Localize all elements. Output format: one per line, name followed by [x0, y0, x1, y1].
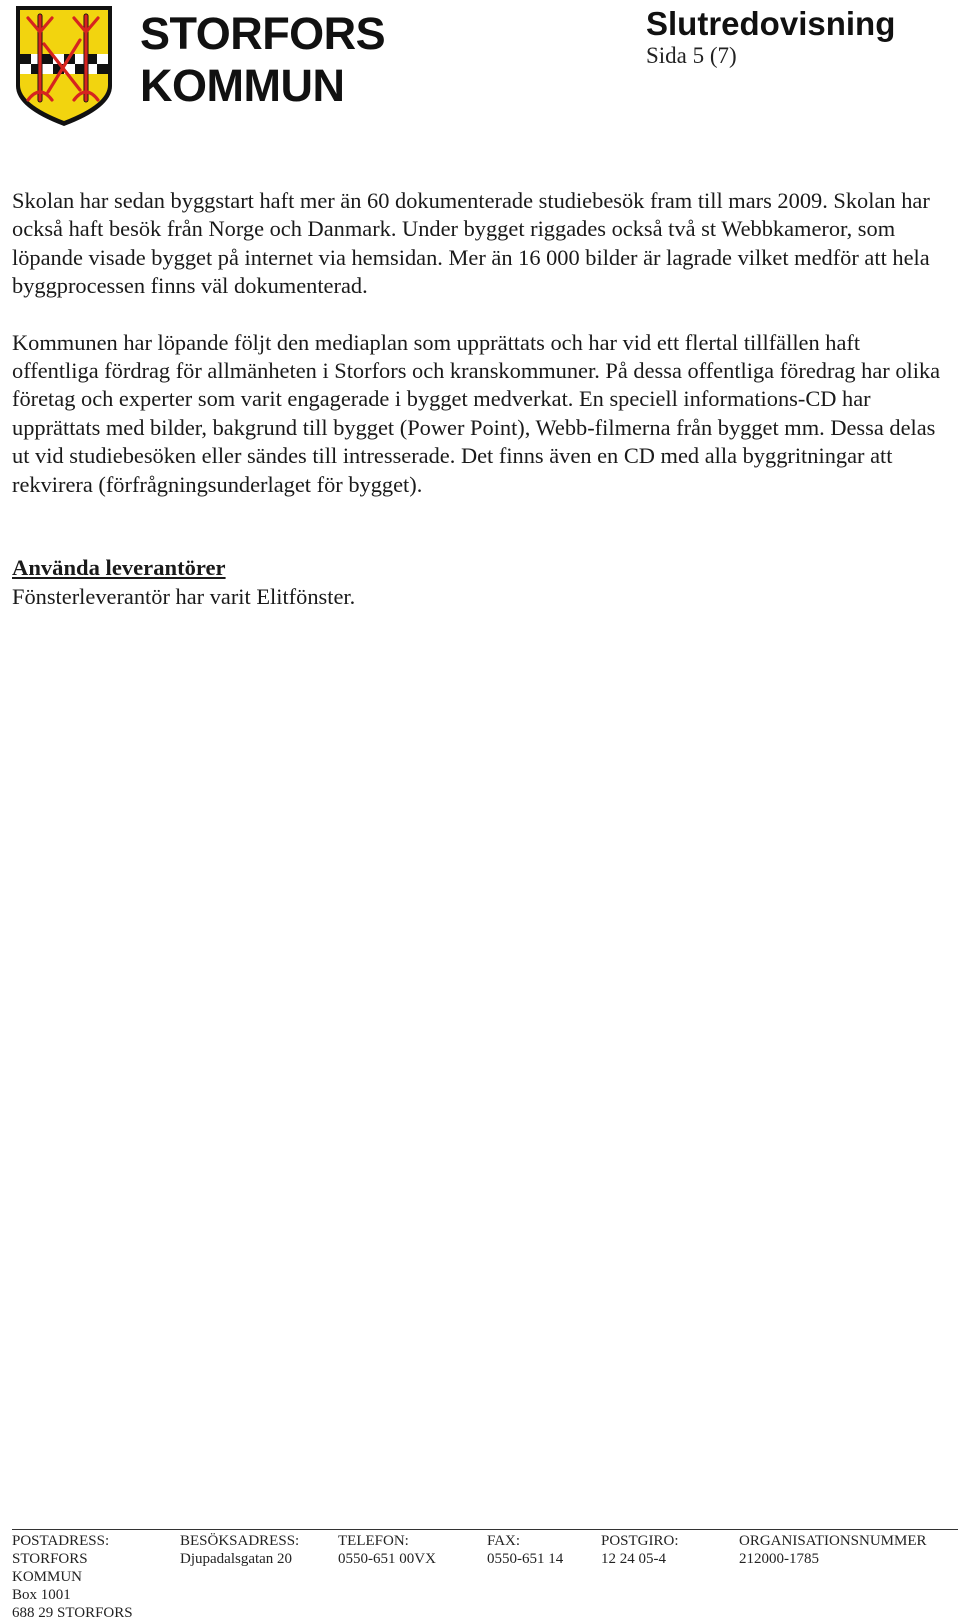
footer-label: POSTADRESS:	[12, 1533, 110, 1549]
section-heading-suppliers: Använda leverantörer	[12, 555, 226, 580]
document-title: Slutredovisning	[646, 5, 896, 42]
page-number: Sida 5 (7)	[646, 43, 737, 68]
organization-name-line-1: STORFORS	[140, 8, 386, 59]
footer-value: 688 29 STORFORS	[12, 1605, 133, 1621]
footer-value: STORFORS	[12, 1551, 88, 1567]
footer-value: 0550-651 00VX	[338, 1551, 436, 1567]
footer-value: Box 1001	[12, 1587, 71, 1603]
organization-name-line-2: KOMMUN	[140, 60, 345, 111]
footer-divider	[12, 1529, 958, 1530]
footer-postal-address	[12, 1532, 133, 1622]
footer-telephone	[338, 1532, 436, 1568]
footer	[0, 1532, 960, 1623]
organization-name	[140, 8, 385, 112]
footer-label: TELEFON:	[338, 1533, 409, 1549]
footer-value: KOMMUN	[12, 1569, 83, 1585]
paragraph-study-visits: Skolan har sedan byggstart haft mer än 60 dokumenterade studiebesök fram till mars 2009. Skolan har också haft besök från Norge och Danmark. Under bygget riggades också två st Webbkameror, som löpande visade bygget på internet via hemsidan. Mer än 16 000 bilder är lagrade vilket medför att hela byggprocessen finns väl dokumenterad.	[12, 188, 930, 299]
footer-postgiro	[601, 1532, 679, 1568]
section-text-suppliers: Fönsterleverantör har varit Elitfönster.	[12, 584, 356, 609]
footer-label: ORGANISATIONSNUMMER	[739, 1533, 927, 1549]
body-text	[12, 187, 942, 527]
paragraph-media-plan: Kommunen har löpande följt den mediaplan som upprättats och har vid ett flertal tillfällen haft offentliga fördrag för allmänheten i Storfors och kranskommuner. På dessa offentliga föredrag har olika företag och experter som varit engagerade i bygget medverkat. En speciell informations-CD har upprättats med bilder, bakgrund till bygget (Power Point), Webb-filmerna från bygget mm. Dessa delas ut vid studiebesöken eller sändes till intresserade. Det finns även en CD med alla byggritningar att rekvirera (förfrågningsunderlaget för bygget).	[12, 329, 941, 497]
footer-label: FAX:	[487, 1533, 521, 1549]
footer-label: BESÖKSADRESS:	[180, 1533, 300, 1549]
footer-value: 12 24 05-4	[601, 1551, 666, 1567]
footer-organization-number	[739, 1532, 927, 1568]
footer-value: 212000-1785	[739, 1551, 819, 1567]
footer-fax	[487, 1532, 563, 1568]
footer-label: POSTGIRO:	[601, 1533, 679, 1549]
storfors-coat-of-arms-logo	[14, 4, 114, 130]
footer-value: Djupadalsgatan 20	[180, 1551, 293, 1567]
footer-value: 0550-651 14	[487, 1551, 564, 1567]
footer-visiting-address	[180, 1532, 299, 1568]
